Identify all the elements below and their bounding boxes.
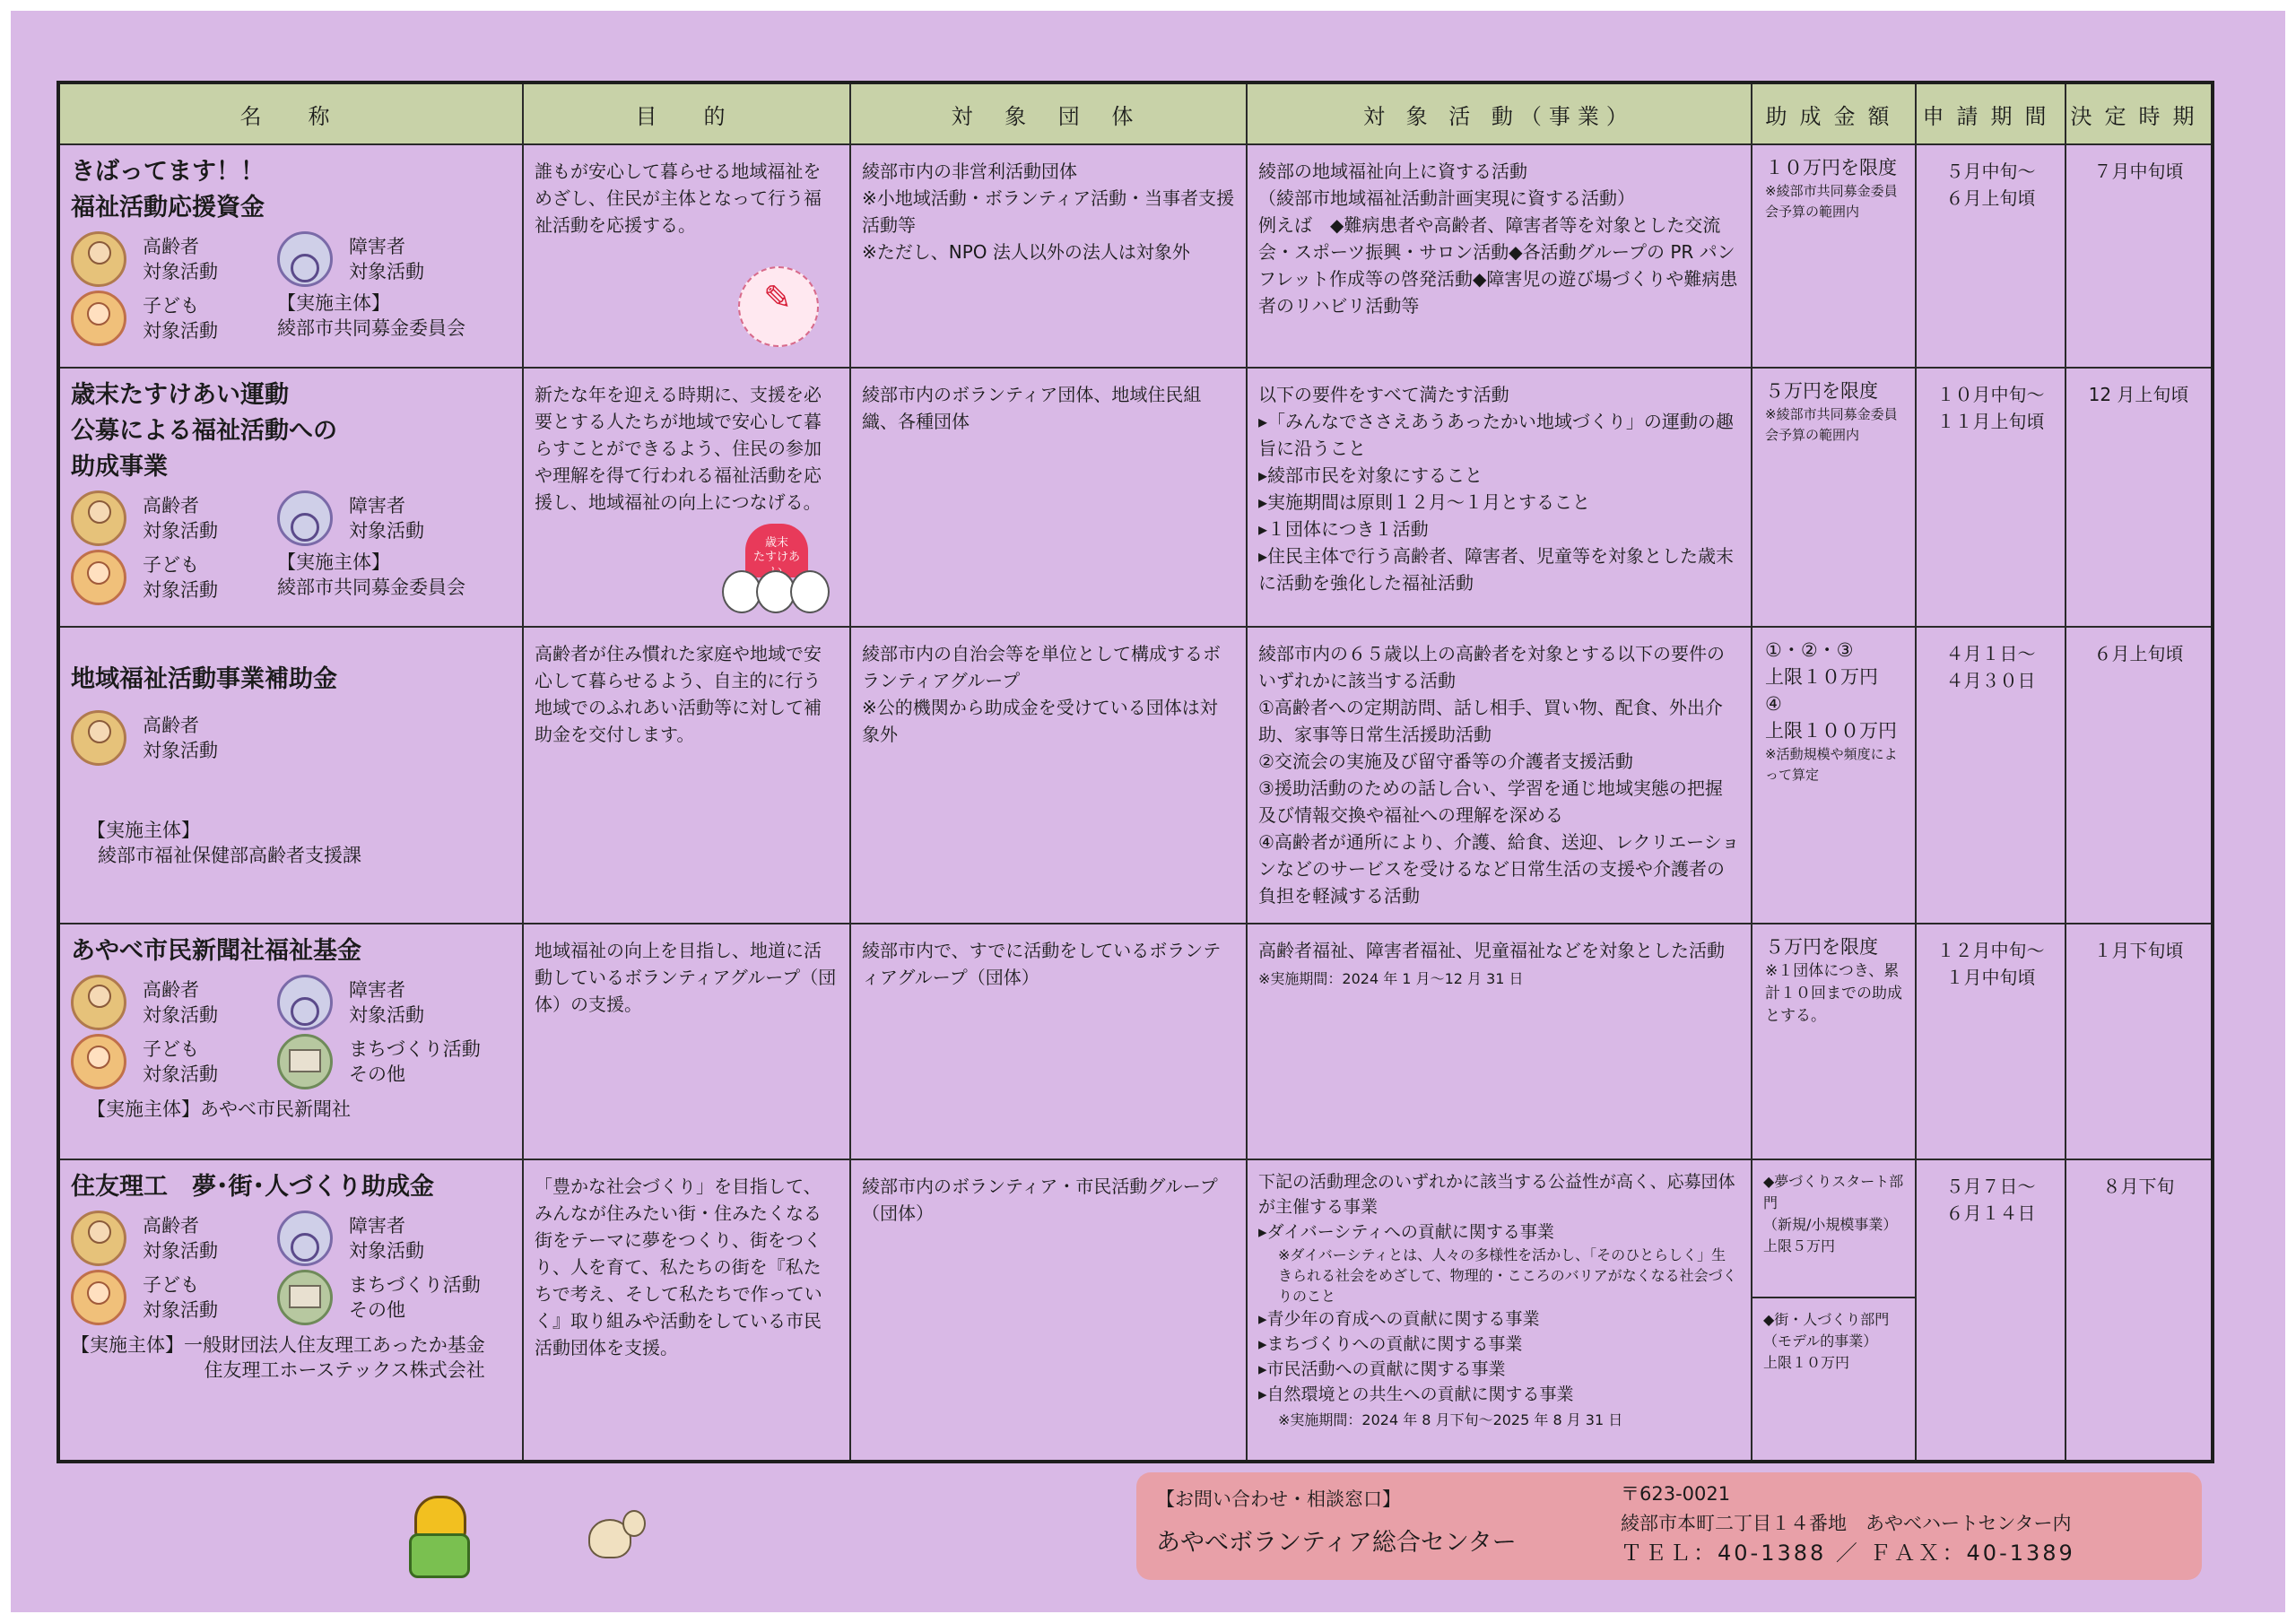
program-title: 歳末たすけあい運動 公募による福祉活動への 助成事業 [71, 380, 337, 481]
amount-cell [1752, 1159, 1916, 1462]
implementer [87, 1097, 511, 1122]
amount-note: ※１団体につき、累計１０回までの助成とする。 [1765, 961, 1902, 1025]
program-name-cell [58, 924, 523, 1159]
implementer-label: 【実施主体】 [87, 819, 200, 841]
amount-split [1752, 1160, 1915, 1435]
audience-child [71, 291, 277, 346]
dog-mascot-icon [583, 1510, 655, 1564]
program-row [58, 144, 2213, 368]
target-activity-note: ※実施期間：2024 年 8 月下旬～2025 年 8 月 31 日 [1278, 1410, 1623, 1428]
program-name-cell [58, 144, 523, 368]
amount-note: ※綾部市共同募金委員会予算の範囲内 [1765, 405, 1898, 443]
program-title: 住友理工 夢･街･人づくり助成金 [71, 1172, 434, 1201]
audience-grid [71, 490, 511, 605]
purpose-text: 新たな年を迎える時期に、支援を必要とする人たちが地域で安心して暮らすことができるよう、住民の参加や理解を得て行われる福祉活動を応援し、地域福祉の向上につなげる。 [535, 383, 822, 513]
period-cell: １０月中旬～ １１月上旬頃 [1916, 368, 2066, 627]
implementer-name: 綾部市共同募金委員会 [277, 576, 465, 598]
audience-label: 子ども 対象活動 [143, 295, 218, 342]
purpose-cell: 「豊かな社会づくり」を目指して、みんなが住みたい街・住みたくなる街をテーマに夢をつくり、街をつくり、人を育て、私たちの街を『私たちで考え、そして私たちで作っていく』取り組みや活動をしている市民活動団体を支援。 [523, 1159, 850, 1462]
implementer-label: 【実施主体】 [87, 1098, 200, 1120]
elderly-person-icon [71, 710, 126, 766]
audience-disabled [277, 1211, 492, 1266]
child-icon [71, 291, 126, 346]
mascot-figure [790, 570, 830, 613]
worker-mascot-icon [398, 1492, 488, 1582]
implementer [277, 291, 492, 346]
target-activity-cell [1247, 924, 1752, 1159]
header-target-activity: 対 象 活 動（事業） [1247, 82, 1752, 144]
audience-child [71, 1034, 277, 1089]
program-title: きばってます！！ 福祉活動応援資金 [71, 158, 265, 221]
program-row [58, 924, 2213, 1159]
target-activity-sub: ※ダイバーシティとは、人々の多様性を活かし、「そのひとらしく」生きられる社会をめざして、物理的・こころのバリアがなくなる社会づくりのこと [1278, 1245, 1737, 1305]
period-cell: ５月中旬～ ６月上旬頃 [1916, 144, 2066, 368]
implementer [277, 550, 492, 605]
audience-elder [71, 975, 277, 1030]
purpose-text: 誰もが安心して暮らせる地域福祉をめざし、住民が主体となって行う福祉活動を応援する。 [535, 161, 822, 236]
implementer-label: 【実施主体】 [277, 292, 390, 314]
program-row [58, 1159, 2213, 1462]
dog-head [622, 1510, 646, 1537]
audience-label: 子ども 対象活動 [143, 1273, 218, 1321]
audience-label: 高齢者 対象活動 [143, 236, 218, 282]
audience-disabled [277, 490, 492, 546]
decision-cell: 12 月上旬頃 [2066, 368, 2213, 627]
purpose-cell [523, 144, 850, 368]
period-cell: １２月中旬～ １月中旬頃 [1916, 924, 2066, 1159]
wheelchair-icon [277, 231, 333, 287]
child-icon [71, 1270, 126, 1325]
wheelchair-icon [277, 1211, 333, 1266]
program-row [58, 368, 2213, 627]
child-icon [71, 550, 126, 605]
amount-cell [1752, 368, 1916, 627]
amount-cell [1752, 924, 1916, 1159]
wheelchair-icon [277, 490, 333, 546]
audience-town [277, 1270, 492, 1325]
target-group-cell: 綾部市内の非営利活動団体 ※小地域活動・ボランティア活動・当事者支援活動等 ※ただし、NPO 法人以外の法人は対象外 [850, 144, 1247, 368]
header-purpose: 目 的 [523, 82, 850, 144]
audience-label: まちづくり活動 その他 [349, 1037, 481, 1085]
target-activity-cell: 綾部市内の６５歳以上の高齢者を対象とする以下の要件のいずれかに該当する活動 ①高齢者への定期訪問、話し相手、買い物、配食、外出介助、家事等日常生活援助活動 ②交流会の実施及び留守番等の介護者支援活動 ③援助活動のための話し合い、学習を通じ地域実態の把握及び情報交換や福祉への理解を深める ④高齢者が通所により、介護、給食、送迎、レクリエーションなどのサービスを受けるなど日常生活の支援や介護者の負担を軽減する活動 [1247, 627, 1752, 924]
header-name: 名 称 [58, 82, 523, 144]
decision-cell: ８月下旬 [2066, 1159, 2213, 1462]
wheelchair-icon [277, 975, 333, 1030]
audience-label: 高齢者 対象活動 [143, 1214, 218, 1262]
program-title: 地域福祉活動事業補助金 [71, 664, 337, 693]
target-group-cell: 綾部市内のボランティア・市民活動グループ（団体） [850, 1159, 1247, 1462]
target-activity-cell [1247, 1159, 1752, 1462]
target-activity-text: 高齢者福祉、障害者福祉、児童福祉などを対象とした活動 [1258, 939, 1725, 961]
amount-note: ※綾部市共同募金委員会予算の範囲内 [1765, 183, 1898, 220]
implementer-name: 綾部市福祉保健部高齢者支援課 [98, 844, 361, 866]
amount-text: ①・②・③ 上限１０万円 ④ 上限１００万円 [1765, 638, 1897, 742]
header-decision: 決定時期 [2066, 82, 2213, 144]
amount-dream-start: ◆夢づくりスタート部門 （新規/小規模事業） 上限５万円 [1752, 1160, 1915, 1298]
audience-label: 高齢者 対象活動 [143, 978, 218, 1026]
audience-label: 高齢者 対象活動 [143, 494, 218, 542]
implementer [87, 818, 511, 868]
elderly-person-icon [71, 231, 126, 287]
period-cell: ４月１日～ ４月３０日 [1916, 627, 2066, 924]
target-activity-cell: 以下の要件をすべて満たす活動 ▸「みんなでささえあうあったかい地域づくり」の運動の趣旨に沿うこと ▸綾部市民を対象にすること ▸実施期間は原則１２月～１月とすること ▸１団体につき１活動 ▸住民主体で行う高齢者、障害者、児童等を対象とした歳末に活動を強化した福祉活動 [1247, 368, 1752, 627]
amount-text: ５万円を限度 [1765, 379, 1878, 402]
implementer-label: 【実施主体】 [277, 551, 390, 573]
implementer-name: 一般財団法人住友理工あったか基金 住友理工ホーステックス株式会社 [184, 1333, 485, 1381]
audience-label: 障害者 対象活動 [349, 1214, 424, 1262]
program-row [58, 627, 2213, 924]
heart-mascot-icon [720, 524, 828, 613]
target-activity-rest: ▸青少年の育成への貢献に関する事業 ▸まちづくりへの貢献に関する事業 ▸市民活動への貢献に関する事業 ▸自然環境との共生への貢献に関する事業 [1258, 1308, 1574, 1404]
elderly-person-icon [71, 975, 126, 1030]
amount-note: ※活動規模や頻度によって算定 [1765, 745, 1898, 783]
decision-cell: ６月上旬頃 [2066, 627, 2213, 924]
audience-label: 高齢者 対象活動 [143, 714, 218, 761]
header-row [58, 82, 2213, 144]
program-title: あやべ市民新聞社福祉基金 [71, 936, 361, 965]
target-group-cell: 綾部市内の自治会等を単位として構成するボランティアグループ ※公的機関から助成金を受けている団体は対象外 [850, 627, 1247, 924]
header-period: 申請期間 [1916, 82, 2066, 144]
contact-phone-fax: ＴＥＬ：40-1388 ／ ＦＡＸ：40-1389 [1621, 1541, 2075, 1566]
audience-label: 子ども 対象活動 [143, 1037, 218, 1085]
audience-grid [71, 231, 511, 346]
heart-badge [745, 524, 808, 577]
contact-name: あやべボランティア総合センター [1156, 1529, 1517, 1557]
audience-label: 子ども 対象活動 [143, 553, 218, 601]
heart-badge-text: 歳末 たすけあ [752, 535, 800, 564]
header-target-group: 対 象 団 体 [850, 82, 1247, 144]
contact-label: 【お問い合わせ・相談窓口】 [1156, 1488, 1401, 1510]
program-name-cell [58, 627, 523, 924]
target-activity-cell: 綾部の地域福祉向上に資する活動 （綾部市地域福祉活動計画実現に資する活動） 例えば ◆難病患者や高齢者、障害者等を対象とした交流会・スポーツ振興・サロン活動◆各活動グループの PR パンフレット作成等の啓発活動◆障害児の遊び場づくりや難病患者のリハビリ活動等 [1247, 144, 1752, 368]
audience-disabled [277, 975, 492, 1030]
audience-child [71, 550, 277, 605]
red-feather-seal-icon [738, 266, 819, 347]
implementer-name: あやべ市民新聞社 [200, 1098, 351, 1120]
audience-label: 障害者 対象活動 [349, 494, 424, 542]
amount-cell [1752, 627, 1916, 924]
target-group-cell: 綾部市内のボランティア団体、地域住民組織、各種団体 [850, 368, 1247, 627]
contact-address-block [1621, 1480, 2075, 1569]
contact-address: 綾部市本町二丁目１４番地 あやべハートセンター内 [1621, 1513, 2072, 1534]
audience-grid [71, 975, 511, 1089]
amount-town-people: ◆街・人づくり部門 （モデル的事業） 上限１０万円 [1763, 1310, 1890, 1371]
contact-postal: 〒623-0021 [1621, 1483, 1731, 1505]
implementer-name: 綾部市共同募金委員会 [277, 317, 465, 339]
program-name-cell [58, 1159, 523, 1462]
target-activity-text: 下記の活動理念のいずれかに該当する公益性が高く、応募団体が主催する事業 ▸ダイバーシティへの貢献に関する事業 [1258, 1171, 1735, 1242]
amount-text: ５万円を限度 [1765, 935, 1878, 958]
audience-label: 障害者 対象活動 [349, 978, 424, 1026]
audience-label: まちづくり活動 その他 [349, 1273, 481, 1321]
mascot-body [409, 1533, 470, 1578]
audience-disabled [277, 231, 492, 287]
target-group-cell: 綾部市内で、すでに活動をしているボランティアグループ（団体） [850, 924, 1247, 1159]
target-activity-note: ※実施期間：2024 年 1 月～12 月 31 日 [1258, 969, 1524, 987]
period-cell: ５月７日～ ６月１４日 [1916, 1159, 2066, 1462]
program-name-cell [58, 368, 523, 627]
child-icon [71, 1034, 126, 1089]
elderly-person-icon [71, 1211, 126, 1266]
amount-cell [1752, 144, 1916, 368]
implementer [71, 1332, 511, 1383]
audience-child [71, 1270, 277, 1325]
audience-elder [71, 490, 277, 546]
decision-cell: １月下旬頃 [2066, 924, 2213, 1159]
town-building-icon [277, 1034, 333, 1089]
grant-table [57, 81, 2214, 1463]
audience-grid [71, 1211, 511, 1325]
header-amount: 助成金額 [1752, 82, 1916, 144]
audience-elder [71, 710, 511, 766]
town-building-icon [277, 1270, 333, 1325]
amount-text: １０万円を限度 [1765, 157, 1897, 178]
elderly-person-icon [71, 490, 126, 546]
contact-card [1136, 1472, 2202, 1580]
purpose-cell: 高齢者が住み慣れた家庭や地域で安心して暮らせるよう、自主的に行う地域でのふれあい活動等に対して補助金を交付します。 [523, 627, 850, 924]
audience-elder [71, 231, 277, 287]
audience-town [277, 1034, 492, 1089]
implementer-label: 【実施主体】 [71, 1333, 184, 1356]
audience-elder [71, 1211, 277, 1266]
purpose-cell [523, 368, 850, 627]
decision-cell: ７月中旬頃 [2066, 144, 2213, 368]
audience-label: 障害者 対象活動 [349, 236, 424, 282]
purpose-cell: 地域福祉の向上を目指し、地道に活動しているボランティアグループ（団体）の支援。 [523, 924, 850, 1159]
